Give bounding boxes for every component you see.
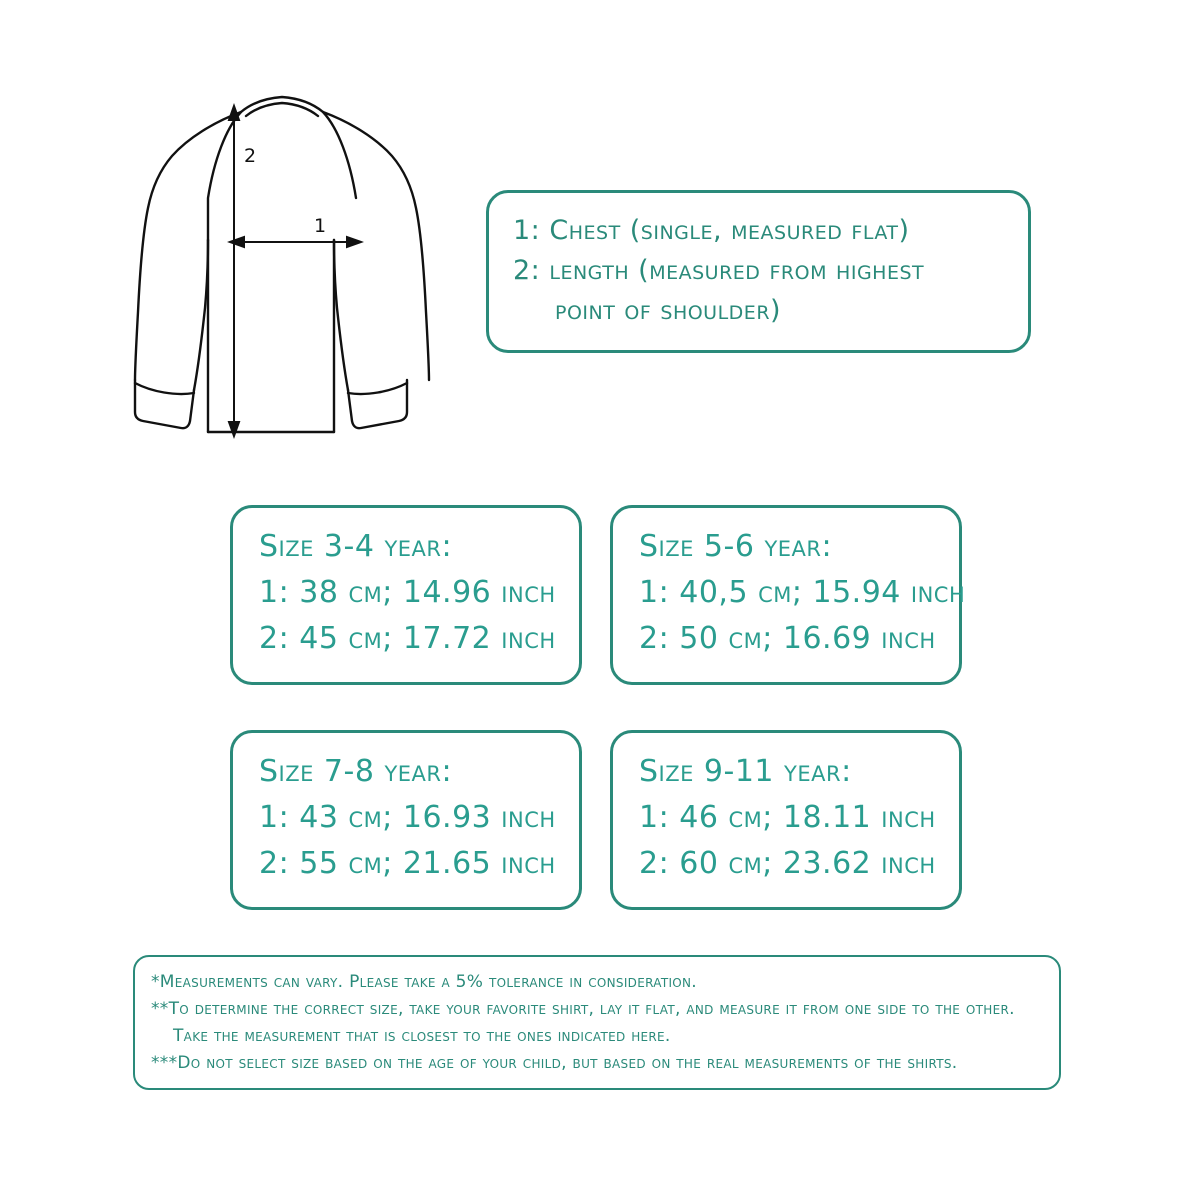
legend-line-length-cont: point of shoulder) [555, 295, 782, 326]
note-measure-method: **To determine the correct size, take your favorite shirt, lay it flat, and measure it from one side to the other. [151, 999, 1015, 1019]
note-tolerance: *Measurements can vary. Please take a 5% tolerance in consideration. [151, 972, 698, 992]
marker-length-label: 2 [244, 145, 257, 167]
size-card-length: 2: 45 cm; 17.72 inch [259, 621, 556, 656]
size-card-7-8 [230, 730, 582, 910]
notes-box [133, 955, 1061, 1090]
note-measure-method-cont: Take the measurement that is closest to the ones indicated here. [173, 1026, 671, 1046]
size-card-chest: 1: 40,5 cm; 15.94 inch [639, 575, 966, 610]
marker-chest-label: 1 [314, 215, 327, 237]
size-card-chest: 1: 46 cm; 18.11 inch [639, 800, 936, 835]
size-card-length: 2: 50 cm; 16.69 inch [639, 621, 936, 656]
legend-line-length: 2: length (measured from highest [513, 255, 925, 286]
garment-illustration [110, 80, 470, 460]
size-card-title: Size 3-4 year: [259, 529, 453, 564]
size-card-5-6 [610, 505, 966, 685]
note-age-warning: ***Do not select size based on the age of your child, but based on the real measurements of the shirts. [151, 1053, 958, 1073]
legend-line-chest: 1: Chest (single, measured flat) [513, 215, 910, 246]
size-card-chest: 1: 38 cm; 14.96 inch [259, 575, 556, 610]
shirt-outline-icon [110, 80, 470, 460]
size-card-length: 2: 60 cm; 23.62 inch [639, 846, 936, 881]
legend-box [486, 190, 1031, 353]
size-card-title: Size 7-8 year: [259, 754, 453, 789]
size-card-title: Size 5-6 year: [639, 529, 833, 564]
size-card-length: 2: 55 cm; 21.65 inch [259, 846, 556, 881]
size-card-title: Size 9-11 year: [639, 754, 852, 789]
size-card-9-11 [610, 730, 962, 910]
size-card-chest: 1: 43 cm; 16.93 inch [259, 800, 556, 835]
size-card-3-4 [230, 505, 582, 685]
